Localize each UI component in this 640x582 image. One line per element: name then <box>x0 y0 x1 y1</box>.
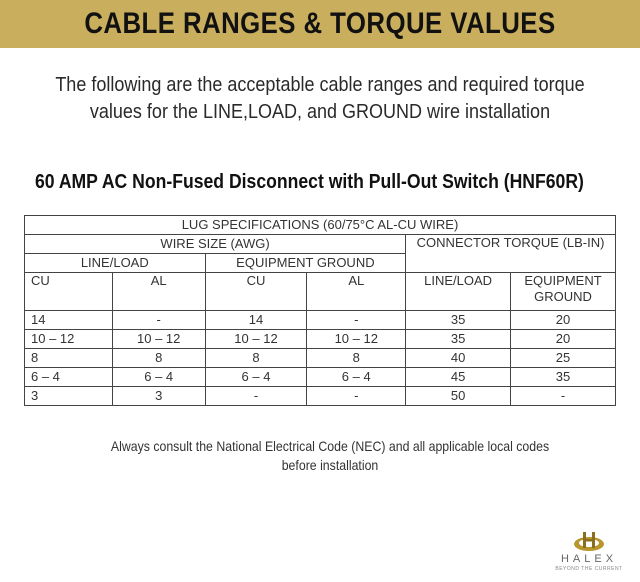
table-cell: 35 <box>406 330 511 349</box>
table-cell: 20 <box>511 330 616 349</box>
table-cell: 6 – 4 <box>112 368 205 387</box>
product-subtitle: 60 AMP AC Non-Fused Disconnect with Pull-Out Switch (HNF60R) <box>35 171 584 193</box>
note-line-2: before installation <box>281 457 379 473</box>
column-header: LINE/LOAD <box>406 273 511 311</box>
table-cell: 50 <box>406 387 511 406</box>
intro-text <box>32 72 608 126</box>
nec-note <box>40 437 621 475</box>
halex-logo-icon <box>572 530 606 552</box>
table-cell: 25 <box>511 349 616 368</box>
line-load-group-header: LINE/LOAD <box>25 254 206 273</box>
table-cell: 10 – 12 <box>25 330 113 349</box>
table-cell: 3 <box>112 387 205 406</box>
table-cell: 10 – 12 <box>112 330 205 349</box>
column-header: EQUIPMENT GROUND <box>511 273 616 311</box>
note-line-1: Always consult the National Electrical Code (NEC) and all applicable local codes <box>110 438 550 454</box>
table-cell: 10 – 12 <box>205 330 307 349</box>
table-cell: 35 <box>406 311 511 330</box>
table-cell: 8 <box>25 349 113 368</box>
table-cell: 20 <box>511 311 616 330</box>
title-banner <box>0 0 640 48</box>
table-cell: 6 – 4 <box>307 368 406 387</box>
table-cell: 8 <box>307 349 406 368</box>
table-row <box>25 349 616 368</box>
column-header: CU <box>25 273 113 311</box>
table-cell: 8 <box>112 349 205 368</box>
table-row <box>25 311 616 330</box>
wire-size-header: WIRE SIZE (AWG) <box>25 235 406 254</box>
table-cell: 10 – 12 <box>307 330 406 349</box>
table-cell: 6 – 4 <box>25 368 113 387</box>
table-cell: - <box>511 387 616 406</box>
table-cell: 14 <box>25 311 113 330</box>
column-header: AL <box>307 273 406 311</box>
table-title: LUG SPECIFICATIONS (60/75°C AL-CU WIRE) <box>25 216 616 235</box>
table-cell: 3 <box>25 387 113 406</box>
table-row <box>25 368 616 387</box>
lug-specifications-table <box>24 215 616 406</box>
table-cell: 6 – 4 <box>205 368 307 387</box>
table-cell: 40 <box>406 349 511 368</box>
intro-line-2: values for the LINE,LOAD, and GROUND wire installation <box>89 101 551 123</box>
equipment-ground-group-header: EQUIPMENT GROUND <box>205 254 406 273</box>
table-row <box>25 330 616 349</box>
table-cell: - <box>112 311 205 330</box>
logo-tagline: BEYOND THE CURRENT <box>555 566 623 572</box>
table-cell: 45 <box>406 368 511 387</box>
halex-logo <box>548 530 630 578</box>
column-header: AL <box>112 273 205 311</box>
connector-torque-header: CONNECTOR TORQUE (LB-IN) <box>406 235 616 273</box>
table-cell: 35 <box>511 368 616 387</box>
table-cell: - <box>205 387 307 406</box>
table-cell: - <box>307 387 406 406</box>
table-cell: 8 <box>205 349 307 368</box>
page-title: CABLE RANGES & TORQUE VALUES <box>84 7 556 40</box>
table-cell: - <box>307 311 406 330</box>
table-cell: 14 <box>205 311 307 330</box>
table-row <box>25 387 616 406</box>
column-header: CU <box>205 273 307 311</box>
logo-wordmark: HALEX <box>560 553 618 565</box>
intro-line-1: The following are the acceptable cable ranges and required torque <box>55 74 585 96</box>
